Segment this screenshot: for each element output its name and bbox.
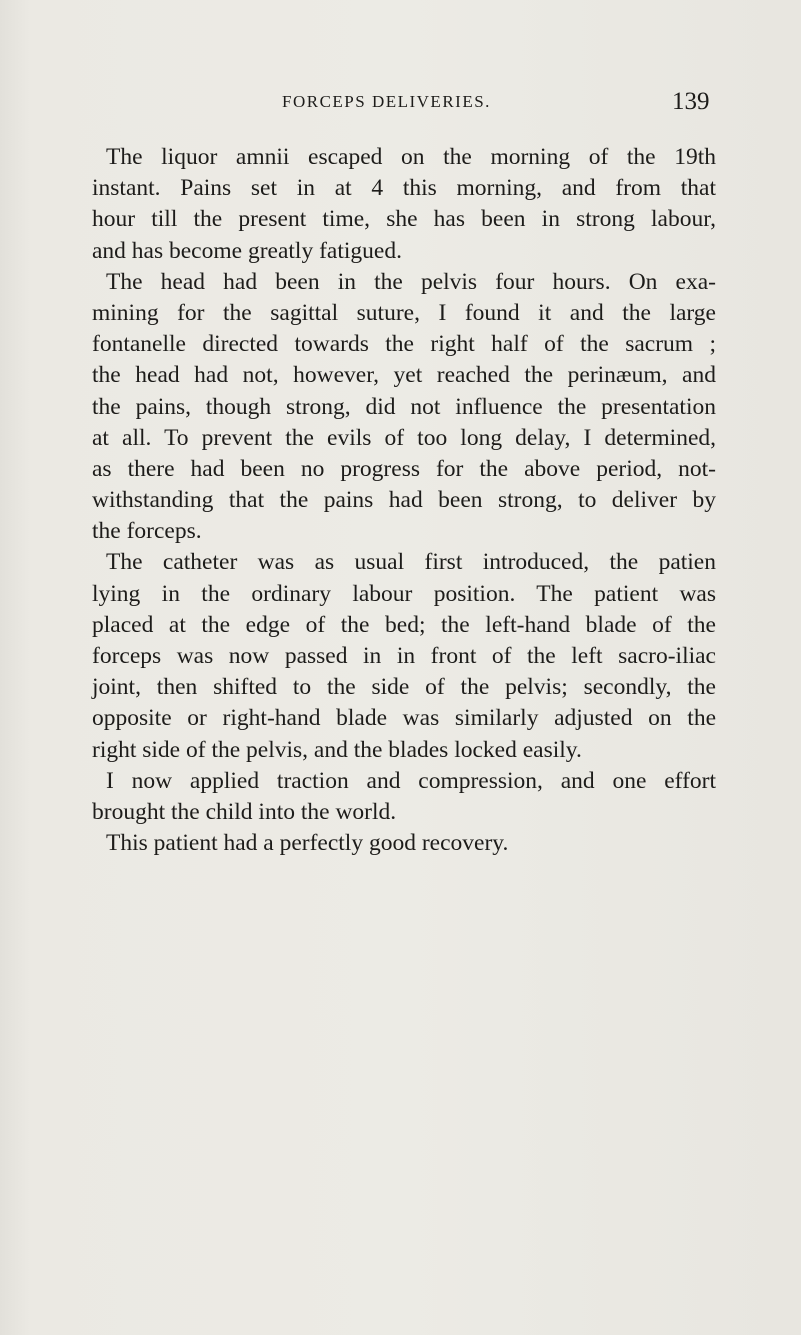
page-header (0, 88, 801, 122)
text-line: placed at the edge of the bed; the left-hand blade of the (92, 611, 716, 638)
text-line: opposite or right-hand blade was similarly adjusted on the (92, 705, 716, 732)
text-line: lying in the ordinary labour position. The patient was (92, 580, 716, 607)
text-line: withstanding that the pains had been strong, to deliver by (92, 487, 716, 514)
text-line: The head had been in the pelvis four hours. On exa- (106, 268, 716, 295)
text-line: mining for the sagittal suture, I found it and the large (92, 299, 716, 326)
text-line: the forceps. (92, 518, 202, 545)
text-line: joint, then shifted to the side of the pelvis; secondly, the (92, 674, 716, 701)
text-line: I now applied traction and compression, and one effort (106, 767, 716, 794)
text-line: at all. To prevent the evils of too long delay, I determined, (92, 424, 716, 451)
text-line: the pains, though strong, did not influence the presentation (92, 393, 716, 420)
text-line: right side of the pelvis, and the blades locked easily. (92, 736, 582, 763)
text-line: fontanelle directed towards the right half of the sacrum ; (92, 331, 716, 358)
text-line: and has become greatly fatigued. (92, 237, 402, 264)
text-line: The catheter was as usual first introduced, the patien (106, 549, 716, 576)
body-text (92, 142, 716, 859)
text-line: forceps was now passed in in front of the left sacro-iliac (92, 643, 716, 669)
running-title: FORCEPS DELIVERIES. (282, 92, 491, 111)
text-line: instant. Pains set in at 4 this morning, and from that (92, 175, 716, 202)
text-line: This patient had a perfectly good recovery. (106, 830, 509, 857)
text-line: the head had not, however, yet reached the perinæum, and (92, 362, 716, 389)
text-line: brought the child into the world. (92, 798, 397, 825)
text-line: as there had been no progress for the above period, not- (92, 455, 716, 482)
text-line: hour till the present time, she has been in strong labour, (92, 206, 716, 233)
page-number: 139 (672, 88, 710, 115)
text-line: The liquor amnii escaped on the morning of the 19th (106, 144, 716, 170)
